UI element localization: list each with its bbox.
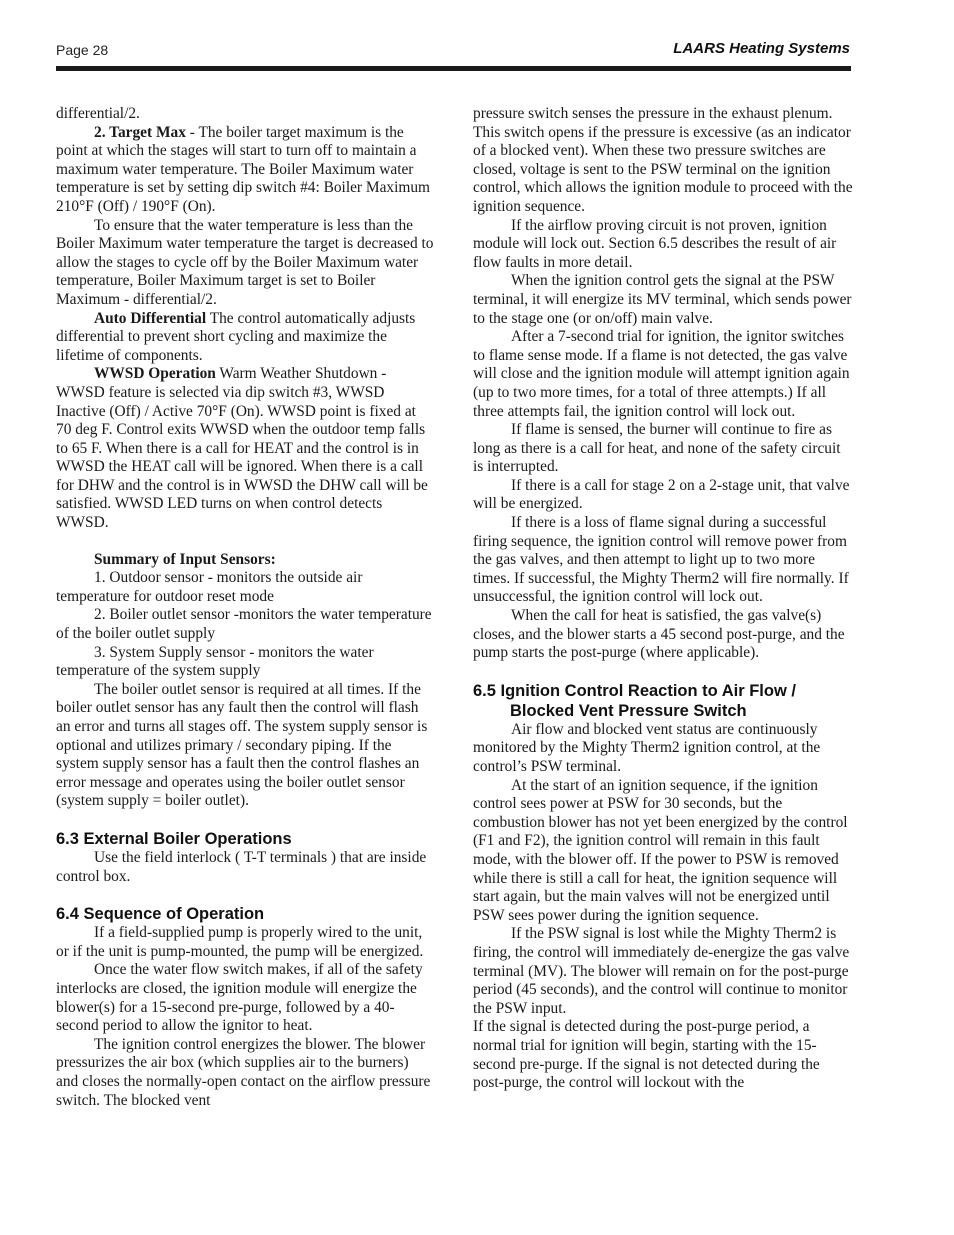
- spacer: [56, 811, 434, 829]
- paragraph: If there is a loss of flame signal during a successful firing sequence, the ignition control will remove power from the gas valves, and then attempt to light up to two more times. If successful, the Mighty Therm2 will fire normally. If unsuccessful, the ignition control will lock out.: [473, 514, 849, 606]
- page-number: Page 28: [56, 42, 109, 58]
- paragraph: After a 7-second trial for ignition, the ignitor switches to flame sense mode. If a flame is not detected, the gas valve will close and the ignition module will attempt ignition again (up to two more times, for a total of three attempts.) If all three attempts fail, the ignition control will lock out.: [473, 328, 850, 420]
- paragraph: differential/2.: [56, 105, 140, 122]
- paragraph: If flame is sensed, the burner will continue to fire as long as there is a call for heat, and none of the safety circuit is interrupted.: [473, 421, 841, 476]
- section-heading-6-5-line2: Blocked Vent Pressure Switch: [510, 701, 747, 720]
- spacer: [473, 663, 853, 681]
- paragraph-text: The control automatically adjusts differential to prevent short cycling and maximize the lifetime of components.: [56, 309, 416, 364]
- paragraph-text: - The boiler target maximum is the point at which the stages will start to turn off to maintain a maximum water temperature. The Boiler Maximum water temperature is set by setting dip switch #4: Boiler Maximum 210°F (Off) / 190°F (On).: [56, 123, 431, 215]
- paragraph: When the call for heat is satisfied, the gas valve(s) closes, and the blower starts a 45 second post-purge, and the pump starts the post-purge (where applicable).: [473, 607, 845, 662]
- paragraph: The ignition control energizes the blower. The blower pressurizes the air box (which supplies air to the burners) and closes the normally-open contact on the airflow pressure switch. The blocked vent: [56, 1035, 431, 1109]
- brand-header: LAARS Heating Systems: [673, 40, 850, 57]
- sensor-item: 2. Boiler outlet sensor -monitors the water temperature of the boiler outlet supply: [56, 606, 432, 643]
- left-column: [56, 105, 434, 1110]
- paragraph: pressure switch senses the pressure in the exhaust plenum. This switch opens if the pressure is excessive (as an indicator of a blocked vent). When these two pressure switches are closed, voltage is sent to the PSW terminal on the ignition control, which allows the ignition module to proceed with the ignition sequence.: [473, 105, 853, 215]
- paragraph: If the airflow proving circuit is not proven, ignition module will lock out. Section 6.5 describes the result of air flow faults in more detail.: [473, 216, 837, 271]
- paragraph: To ensure that the water temperature is less than the Boiler Maximum water temperature the target is decreased to allow the stages to cycle off by the Boiler Maximum water temperature, Boiler Maximum target is set to Boiler Maximum - differential/2.: [56, 216, 434, 308]
- paragraph: If the signal is detected during the post-purge period, a normal trial for ignition will begin, starting with the 15-second pre-purge. If the signal is not detected during the post-purge, the control will lockout with the: [473, 1018, 820, 1092]
- section-heading-6-4: 6.4 Sequence of Operation: [56, 905, 265, 924]
- summary-heading-text: Summary of Input Sensors:: [94, 550, 276, 568]
- paragraph: The boiler outlet sensor is required at all times. If the boiler outlet sensor has any fault then the control will flash an error and turns all stages off. The system supply sensor is optional and utilizes primary / secondary piping. If the system supply sensor has a fault then the control flashes an error message and operates using the boiler outlet sensor (system supply = boiler outlet).: [56, 680, 428, 810]
- paragraph-target-max: [56, 124, 434, 217]
- section-heading-6-3: 6.3 External Boiler Operations: [56, 829, 292, 848]
- term-auto-differential: Auto Differential: [94, 309, 207, 327]
- paragraph: At the start of an ignition sequence, if the ignition control sees power at PSW for 30 seconds, but the combustion blower has not yet been energized by the control (F1 and F2), the ignition control will remain in this fault mode, with the blower off. If the power to PSW is removed while there is still a call for heat, the ignition sequence will start again, but the main valves will not be energized until PSW sees power during the ignition sequence.: [473, 776, 848, 924]
- sensor-item: 1. Outdoor sensor - monitors the outside air temperature for outdoor reset mode: [56, 569, 363, 605]
- sensor-item: 3. System Supply sensor - monitors the water temperature of the system supply: [56, 643, 374, 680]
- term-target-max: 2. Target Max: [94, 123, 186, 141]
- paragraph: If a field-supplied pump is properly wired to the unit, or if the unit is pump-mounted, the pump will be energized.: [56, 924, 424, 960]
- section-heading-6-5: 6.5 Ignition Control Reaction to Air Flow /: [473, 681, 796, 700]
- header-rule: [56, 66, 851, 71]
- paragraph-text: Warm Weather Shutdown - WWSD feature is selected via dip switch #3, WWSD Inactive (Off) / Active 70°F (On). WWSD point is fixed at 70 deg F. Control exits WWSD when the outdoor temp falls to 65 F. When there is a call for HEAT and the control is in WWSD the HEAT call will be ignored. When there is a call for DHW and the control is in WWSD the DHW call will be satisfied. WWSD LED turns on when control detects WWSD.: [56, 365, 428, 532]
- paragraph: Air flow and blocked vent status are continuously monitored by the Mighty Therm2 ignition control, at the control’s PSW terminal.: [473, 720, 821, 775]
- paragraph: If the PSW signal is lost while the Mighty Therm2 is firing, the control will immediately de-energize the gas valve terminal (MV). The blower will remain on for the post-purge period (45 seconds), and the control will continue to monitor the PSW input.: [473, 925, 850, 1017]
- paragraph-wwsd: [56, 365, 434, 532]
- paragraph-auto-differential: [56, 310, 434, 366]
- right-column: [473, 105, 853, 1093]
- paragraph: Once the water flow switch makes, if all of the safety interlocks are closed, the ignition module will energize the blower(s) for a 15-second pre-purge, followed by a 40-second period to allow the ignitor to heat.: [56, 961, 423, 1035]
- spacer: [56, 886, 434, 904]
- paragraph: When the ignition control gets the signal at the PSW terminal, it will energize its MV terminal, which sends power to the stage one (or on/off) main valve.: [473, 272, 852, 327]
- spacer: [56, 533, 434, 551]
- summary-heading: [56, 551, 434, 570]
- paragraph: If there is a call for stage 2 on a 2-stage unit, that valve will be energized.: [473, 476, 850, 513]
- paragraph: Use the field interlock ( T-T terminals ) that are inside control box.: [56, 848, 427, 885]
- term-wwsd-operation: WWSD Operation: [94, 365, 216, 383]
